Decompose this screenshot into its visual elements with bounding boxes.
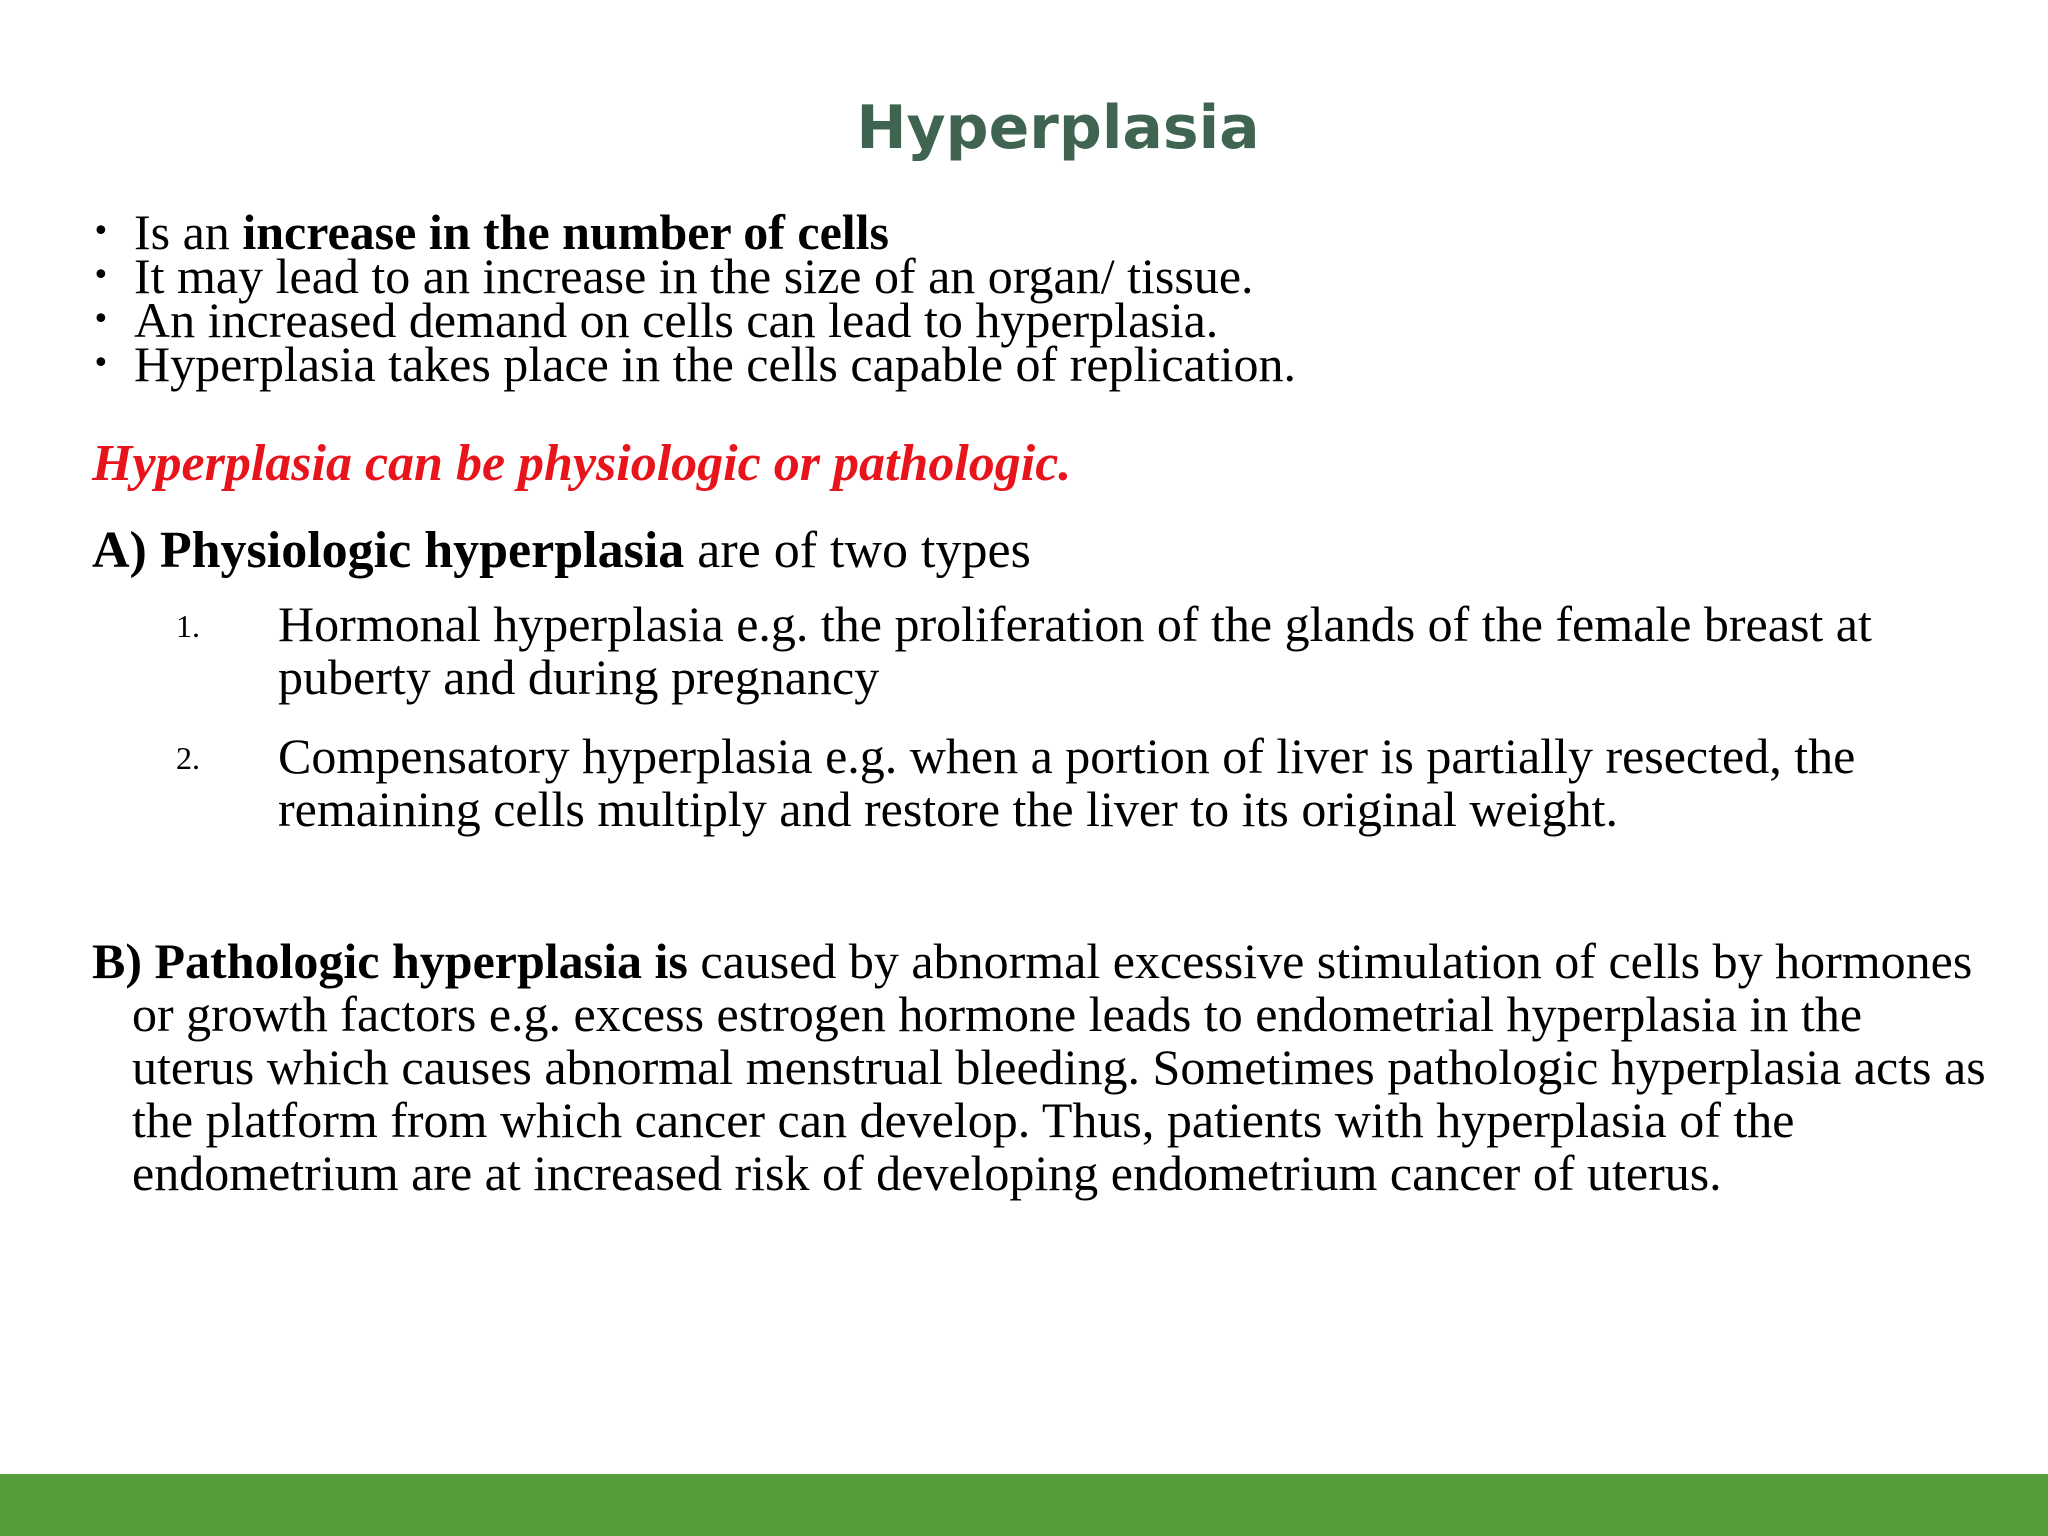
physiologic-types-list [0,598,2048,862]
section-a-bold: A) Physiologic hyperplasia [92,522,685,579]
numbered-item-hormonal [0,598,1998,704]
physiologic-pathologic-heading: Hyperplasia can be physiologic or pathologic. [92,435,1072,492]
section-b-bold: B) Pathologic hyperplasia is [92,933,688,989]
bullet-icon: • [92,302,110,337]
section-b-rest: caused by abnormal excessive stimulation of cells by hormones or growth factors e.g. excess estrogen hormone leads to endometrial hyperplasia in the uterus which causes abnormal menstrual bleeding. Sometimes pathologic hyperplasia acts as the platform from which cancer can develop. Thus, patients with hyperplasia of the endometrium are at increased risk of developing endometrium cancer of uterus. [132,933,1986,1201]
bullet-bold-text: increase in the number of cells [242,204,890,260]
bullet-icon: • [92,214,110,249]
item-number: 2. [176,740,200,776]
bullet-text: An increased demand on cells can lead to hyperplasia. [134,292,1219,348]
item-number: 1. [176,608,200,644]
slide-title-text: Hyperplasia [856,93,1260,163]
bullet-text: Is an [134,204,243,260]
bullet-text: Hyperplasia takes place in the cells capable of replication. [134,336,1296,392]
section-b [92,935,1992,1200]
bullet-item [92,336,1992,392]
section-a-heading [92,520,1031,582]
section-a-rest: are of two types [684,522,1031,579]
bullet-list [92,204,1992,392]
item-text: Hormonal hyperplasia e.g. the proliferation of the glands of the female breast at puberty and during pregnancy [278,596,1872,705]
bullet-icon: • [92,258,110,293]
item-text: Compensatory hyperplasia e.g. when a portion of liver is partially resected, the remaining cells multiply and restore the liver to its original weight. [278,728,1856,837]
section-b-paragraph [92,935,1992,1200]
bullet-text: It may lead to an increase in the size of an organ/ tissue. [134,248,1254,304]
bullet-icon: • [92,346,110,381]
slide-title [0,88,2048,168]
footer-bar [0,1474,2048,1536]
numbered-item-compensatory [0,730,1998,836]
